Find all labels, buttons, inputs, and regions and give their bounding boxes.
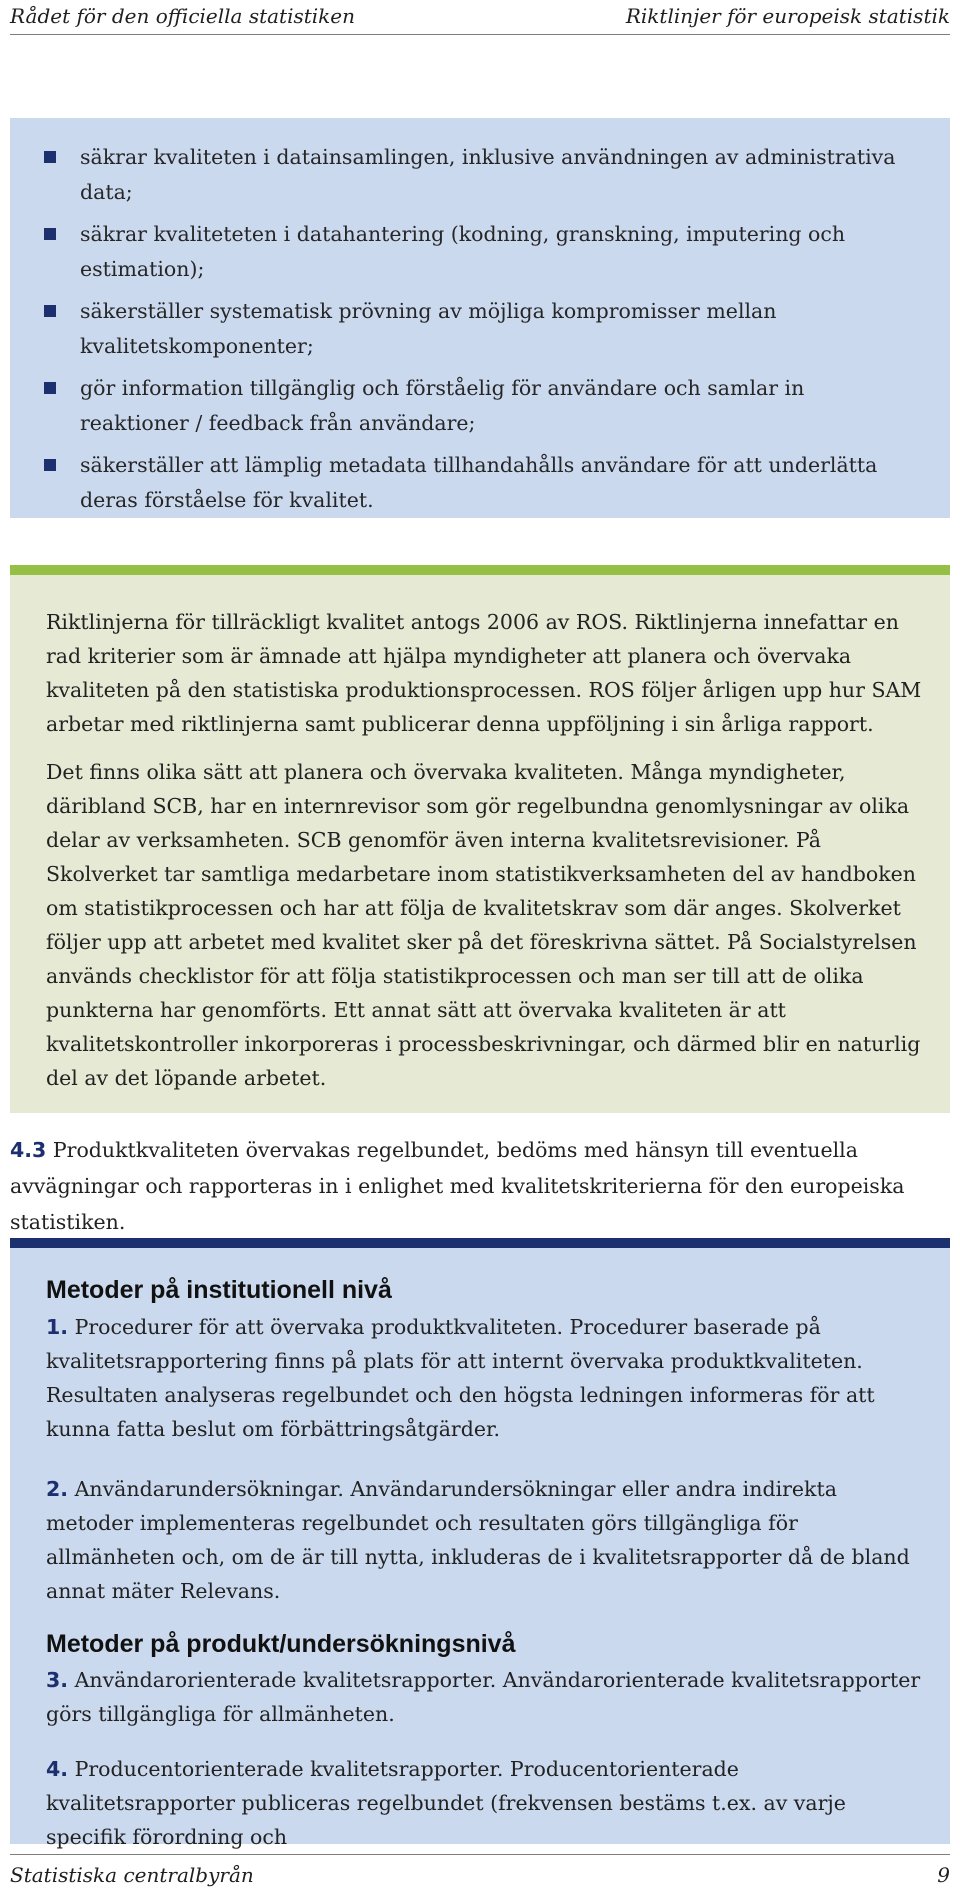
method-item-4 xyxy=(46,1752,926,1854)
methods-heading-product: Metoder på produkt/undersökningsnivå xyxy=(46,1630,516,1658)
list-item-text: säkrar kvaliteteten i datahantering (kodning, granskning, imputering och estimation); xyxy=(80,222,846,281)
list-item xyxy=(10,448,950,518)
method-item-number: 2. xyxy=(46,1477,69,1501)
square-bullet-icon xyxy=(44,151,56,163)
methods-box xyxy=(10,1238,950,1849)
method-item-text: Användarundersökningar. Användarundersökningar eller andra indirekta metoder implementeras regelbundet och resultaten görs tillgängliga för allmänheten och, om de är till nytta, inkluderas de i kvalitetsrapporter då de bland annat mäter Relevans. xyxy=(46,1477,910,1603)
method-item-number: 1. xyxy=(46,1315,69,1339)
page-footer xyxy=(10,1854,950,1892)
requirement-text: Produktkvaliteten övervakas regelbundet, bedöms med hänsyn till eventuella avvägningar och rapporteras in i enlighet med kvalitetskriterierna för den europeiska statistiken. xyxy=(10,1138,905,1234)
green-box-paragraph-1: Riktlinjerna för tillräckligt kvalitet antogs 2006 av ROS. Riktlinjerna innefattar en rad kriterier som är ämnade att hjälpa myndigheter att planera och övervaka kvaliteten på den statistiska produktionsprocessen. ROS följer årligen upp hur SAM arbetar med riktlinjerna samt publicerar denna uppföljning i sin årliga rapport. xyxy=(46,610,922,736)
method-item-number: 4. xyxy=(46,1757,69,1781)
header-left-title: Rådet för den officiella statistiken xyxy=(10,4,356,28)
method-item-text: Producentorienterade kvalitetsrapporter. Producentorienterade kvalitetsrapporter publiceras regelbundet (frekvensen bestäms t.ex. av varje specifik förordning och xyxy=(46,1757,846,1849)
method-item-text: Användarorienterade kvalitetsrapporter. Användarorienterade kvalitetsrapporter görs tillgängliga för allmänheten. xyxy=(46,1668,921,1726)
list-item-text: säkerställer att lämplig metadata tillhandahålls användare för att underlätta deras förståelse för kvalitet. xyxy=(80,453,878,512)
method-item-number: 3. xyxy=(46,1668,69,1692)
list-item-text: gör information tillgänglig och förståelig för användare och samlar in reaktioner / feedback från användare; xyxy=(80,376,805,435)
requirement-statement xyxy=(10,1132,945,1240)
square-bullet-icon xyxy=(44,459,56,471)
header-right-title: Riktlinjer för europeisk statistik xyxy=(625,4,950,28)
method-item-1 xyxy=(46,1310,926,1446)
list-item-text: säkerställer systematisk prövning av möjliga kompromisser mellan kvalitetskomponenter; xyxy=(80,299,777,358)
method-item-2 xyxy=(46,1472,926,1608)
method-item-text: Procedurer för att övervaka produktkvaliteten. Procedurer baserade på kvalitetsrapportering finns på plats för att internt övervaka produktkvaliteten. Resultaten analyseras regelbundet och den högsta ledningen informeras för att kunna fatta beslut om förbättringsåtgärder. xyxy=(46,1315,875,1441)
method-item-3 xyxy=(46,1663,926,1731)
requirement-number: 4.3 xyxy=(10,1138,47,1162)
bullet-box xyxy=(10,118,950,518)
green-info-box xyxy=(10,565,950,1113)
page-number: 9 xyxy=(937,1863,950,1887)
list-item-text: säkrar kvaliteten i datainsamlingen, inklusive användningen av administrativa data; xyxy=(80,145,896,204)
methods-heading-institutional: Metoder på institutionell nivå xyxy=(46,1276,392,1304)
list-item xyxy=(10,217,950,287)
green-box-paragraph-2: Det finns olika sätt att planera och övervaka kvaliteten. Många myndigheter, däribland SCB, har en internrevisor som gör regelbundna genomlysningar av olika delar av verksamheten. SCB genomför även interna kvalitetsrevisioner. På Skolverket tar samtliga medarbetare inom statistikverksamheten del av handboken om statistikprocessen och har att följa de kvalitetskrav som där anges. Skolverket följer upp att arbetet med kvalitet sker på det föreskrivna sättet. På Socialstyrelsen används checklistor för att följa statistikprocessen och man ser till att de olika punkterna har genomförts. Ett annat sätt att övervaka kvaliteten är att kvalitetskontroller inkorporeras i processbeskrivningar, och därmed blir en naturlig del av det löpande arbetet. xyxy=(46,760,921,1090)
list-item xyxy=(10,140,950,210)
bullet-list xyxy=(10,140,950,525)
footer-publisher: Statistiska centralbyrån xyxy=(10,1863,254,1887)
square-bullet-icon xyxy=(44,305,56,317)
list-item xyxy=(10,294,950,364)
square-bullet-icon xyxy=(44,382,56,394)
list-item xyxy=(10,371,950,441)
square-bullet-icon xyxy=(44,228,56,240)
page-header xyxy=(10,0,950,35)
